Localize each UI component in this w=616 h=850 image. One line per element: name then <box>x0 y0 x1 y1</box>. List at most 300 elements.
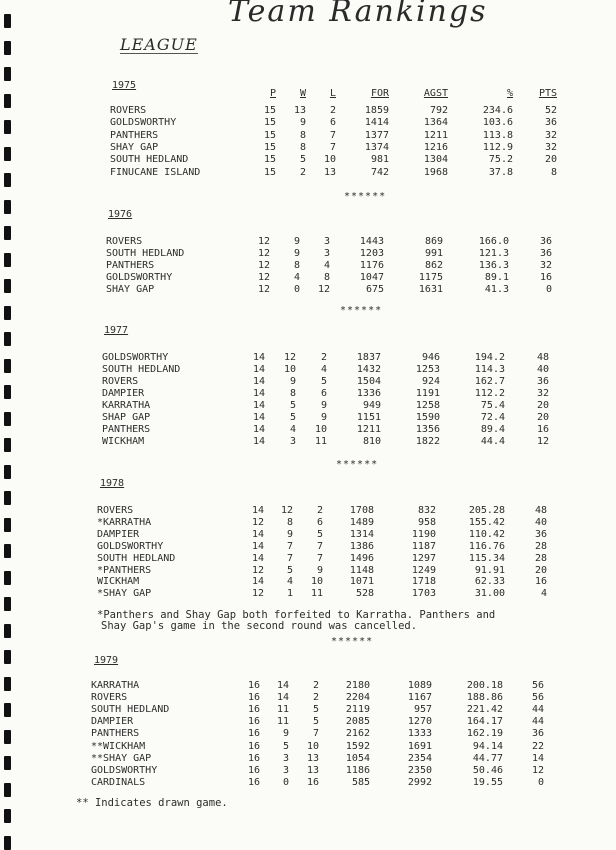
cell-l: 7 <box>329 130 336 141</box>
team-name: SOUTH HEDLAND <box>110 154 189 165</box>
cell-pct: 164.17 <box>466 716 503 727</box>
cell-p: 12 <box>251 565 264 576</box>
cell-pct: 110.42 <box>468 529 505 540</box>
cell-p: 16 <box>247 728 260 739</box>
cell-pts: 36 <box>536 376 549 387</box>
cell-for: 1336 <box>356 388 381 399</box>
cell-pts: 28 <box>534 541 547 552</box>
section-separator: ****** <box>331 636 374 647</box>
cell-p: 14 <box>252 376 265 387</box>
cell-pct: 166.0 <box>478 236 509 247</box>
team-name: WICKHAM <box>97 576 140 587</box>
cell-for: 1374 <box>364 142 389 153</box>
footnote: ** Indicates drawn game. <box>76 797 228 809</box>
cell-w: 14 <box>276 692 289 703</box>
cell-agst: 1191 <box>415 388 440 399</box>
column-header-w: W <box>299 88 306 99</box>
cell-agst: 2992 <box>407 777 432 788</box>
cell-for: 1071 <box>349 576 374 587</box>
cell-pts: 4 <box>540 588 547 599</box>
cell-w: 7 <box>286 541 293 552</box>
binding-hole <box>4 200 11 214</box>
cell-for: 1176 <box>359 260 384 271</box>
binding-hole <box>4 412 11 426</box>
cell-pct: 112.2 <box>474 388 505 399</box>
cell-pts: 0 <box>545 284 552 295</box>
cell-pct: 200.18 <box>466 680 503 691</box>
cell-l: 11 <box>314 436 327 447</box>
cell-p: 12 <box>251 588 264 599</box>
cell-pct: 41.3 <box>484 284 509 295</box>
cell-agst: 1258 <box>415 400 440 411</box>
cell-w: 13 <box>293 105 306 116</box>
binding-hole <box>4 120 11 134</box>
cell-pct: 162.19 <box>466 728 503 739</box>
cell-for: 1148 <box>349 565 374 576</box>
team-name: ROVERS <box>102 376 139 387</box>
cell-w: 7 <box>286 553 293 564</box>
season-year-1979: 1979 <box>94 655 119 666</box>
section-separator: ****** <box>344 191 387 202</box>
cell-p: 15 <box>263 142 276 153</box>
cell-agst: 792 <box>429 105 448 116</box>
binding-hole <box>4 756 11 770</box>
cell-p: 12 <box>257 248 270 259</box>
team-name: *SHAY GAP <box>97 588 152 599</box>
cell-w: 4 <box>286 576 293 587</box>
cell-agst: 1211 <box>423 130 448 141</box>
cell-p: 15 <box>263 130 276 141</box>
cell-l: 3 <box>323 236 330 247</box>
binding-hole <box>4 147 11 161</box>
cell-pts: 32 <box>544 142 557 153</box>
season-year-1978: 1978 <box>100 478 125 489</box>
cell-agst: 1270 <box>407 716 432 727</box>
team-name: SOUTH HEDLAND <box>106 248 185 259</box>
cell-l: 9 <box>320 400 327 411</box>
cell-w: 2 <box>299 167 306 178</box>
binding-hole <box>4 173 11 187</box>
cell-for: 1314 <box>349 529 374 540</box>
binding-hole <box>4 544 11 558</box>
cell-w: 12 <box>280 505 293 516</box>
cell-l: 11 <box>310 588 323 599</box>
cell-w: 1 <box>286 588 293 599</box>
team-name: SHAY GAP <box>110 142 159 153</box>
cell-agst: 1718 <box>411 576 436 587</box>
cell-for: 1504 <box>356 376 381 387</box>
cell-for: 810 <box>362 436 381 447</box>
cell-for: 2085 <box>345 716 370 727</box>
column-header-l: L <box>329 88 336 99</box>
cell-pct: 89.4 <box>480 424 505 435</box>
cell-pct: 103.6 <box>482 117 513 128</box>
cell-l: 3 <box>323 248 330 259</box>
cell-for: 528 <box>355 588 374 599</box>
cell-agst: 1364 <box>423 117 448 128</box>
cell-pts: 56 <box>531 680 544 691</box>
cell-w: 14 <box>276 680 289 691</box>
cell-pct: 113.8 <box>482 130 513 141</box>
cell-pts: 20 <box>534 565 547 576</box>
cell-pct: 19.55 <box>472 777 503 788</box>
cell-p: 16 <box>247 680 260 691</box>
cell-l: 12 <box>317 284 330 295</box>
cell-pts: 16 <box>536 424 549 435</box>
cell-agst: 1590 <box>415 412 440 423</box>
cell-p: 12 <box>257 272 270 283</box>
cell-agst: 958 <box>417 517 436 528</box>
cell-pts: 36 <box>531 728 544 739</box>
cell-l: 6 <box>320 388 327 399</box>
binding-hole <box>4 571 11 585</box>
cell-agst: 946 <box>421 352 440 363</box>
cell-agst: 1167 <box>407 692 432 703</box>
cell-p: 16 <box>247 692 260 703</box>
cell-pct: 136.3 <box>478 260 509 271</box>
cell-l: 13 <box>306 753 319 764</box>
binding-hole <box>4 491 11 505</box>
cell-l: 9 <box>320 412 327 423</box>
cell-agst: 2350 <box>407 765 432 776</box>
cell-p: 12 <box>251 517 264 528</box>
cell-w: 8 <box>289 388 296 399</box>
binding-hole <box>4 809 11 823</box>
cell-l: 2 <box>312 692 319 703</box>
cell-agst: 1304 <box>423 154 448 165</box>
cell-w: 9 <box>286 529 293 540</box>
cell-pts: 36 <box>539 236 552 247</box>
cell-for: 1386 <box>349 541 374 552</box>
cell-w: 5 <box>286 565 293 576</box>
cell-l: 2 <box>329 105 336 116</box>
cell-l: 6 <box>316 517 323 528</box>
cell-pct: 112.9 <box>482 142 513 153</box>
cell-pct: 50.46 <box>472 765 503 776</box>
cell-pct: 91.91 <box>474 565 505 576</box>
cell-pts: 44 <box>531 704 544 715</box>
column-header-pct: % <box>506 88 513 99</box>
season-year-1975: 1975 <box>112 80 137 91</box>
cell-w: 0 <box>293 284 300 295</box>
cell-pct: 155.42 <box>468 517 505 528</box>
cell-agst: 957 <box>413 704 432 715</box>
cell-p: 16 <box>247 741 260 752</box>
cell-l: 8 <box>323 272 330 283</box>
cell-for: 2204 <box>345 692 370 703</box>
binding-hole <box>4 730 11 744</box>
cell-pts: 20 <box>544 154 557 165</box>
cell-l: 10 <box>323 154 336 165</box>
binding-hole <box>4 94 11 108</box>
cell-l: 7 <box>312 728 319 739</box>
cell-pts: 32 <box>544 130 557 141</box>
cell-for: 2119 <box>345 704 370 715</box>
cell-pct: 121.3 <box>478 248 509 259</box>
cell-w: 5 <box>282 741 289 752</box>
cell-l: 5 <box>320 376 327 387</box>
cell-for: 1414 <box>364 117 389 128</box>
cell-l: 10 <box>306 741 319 752</box>
cell-w: 4 <box>289 424 296 435</box>
cell-p: 16 <box>247 765 260 776</box>
cell-pct: 234.6 <box>482 105 513 116</box>
cell-w: 9 <box>289 376 296 387</box>
page-subtitle: LEAGUE <box>120 35 198 54</box>
cell-p: 15 <box>263 117 276 128</box>
cell-pts: 14 <box>531 753 544 764</box>
page-title: Team Rankings <box>228 0 488 29</box>
cell-for: 949 <box>362 400 381 411</box>
team-name: ROVERS <box>106 236 143 247</box>
cell-pts: 48 <box>534 505 547 516</box>
team-name: *KARRATHA <box>97 517 152 528</box>
cell-pct: 114.3 <box>474 364 505 375</box>
cell-p: 14 <box>252 436 265 447</box>
cell-pts: 16 <box>539 272 552 283</box>
cell-for: 675 <box>365 284 384 295</box>
team-name: DAMPIER <box>91 716 134 727</box>
binding-hole <box>4 836 11 850</box>
cell-for: 981 <box>370 154 389 165</box>
cell-l: 13 <box>306 765 319 776</box>
cell-pts: 0 <box>537 777 544 788</box>
team-name: GOLDSWORTHY <box>97 541 164 552</box>
team-name: SHAP GAP <box>102 412 151 423</box>
team-name: ROVERS <box>97 505 134 516</box>
cell-pct: 75.4 <box>480 400 505 411</box>
binding-hole <box>4 41 11 55</box>
cell-w: 9 <box>293 236 300 247</box>
cell-for: 585 <box>351 777 370 788</box>
binding-hole <box>4 67 11 81</box>
cell-p: 12 <box>257 284 270 295</box>
cell-for: 1211 <box>356 424 381 435</box>
cell-pct: 188.86 <box>466 692 503 703</box>
cell-p: 14 <box>251 541 264 552</box>
team-name: SOUTH HEDLAND <box>102 364 181 375</box>
cell-pct: 75.2 <box>488 154 513 165</box>
cell-w: 0 <box>282 777 289 788</box>
cell-l: 4 <box>323 260 330 271</box>
cell-l: 10 <box>314 424 327 435</box>
team-name: FINUCANE ISLAND <box>110 167 201 178</box>
cell-l: 7 <box>316 553 323 564</box>
cell-pct: 205.28 <box>468 505 505 516</box>
team-name: PANTHERS <box>91 728 140 739</box>
cell-agst: 1822 <box>415 436 440 447</box>
cell-p: 14 <box>251 529 264 540</box>
cell-w: 8 <box>286 517 293 528</box>
binding-hole <box>4 226 11 240</box>
cell-pts: 28 <box>534 553 547 564</box>
team-name: KARRATHA <box>102 400 151 411</box>
cell-pts: 20 <box>536 400 549 411</box>
cell-pct: 115.34 <box>468 553 505 564</box>
cell-agst: 1190 <box>411 529 436 540</box>
cell-l: 7 <box>329 142 336 153</box>
cell-l: 6 <box>329 117 336 128</box>
cell-l: 2 <box>312 680 319 691</box>
cell-p: 14 <box>252 424 265 435</box>
cell-pct: 116.76 <box>468 541 505 552</box>
team-name: PANTHERS <box>110 130 159 141</box>
cell-pct: 37.8 <box>488 167 513 178</box>
cell-l: 10 <box>310 576 323 587</box>
cell-pct: 94.14 <box>472 741 503 752</box>
cell-for: 1054 <box>345 753 370 764</box>
cell-l: 2 <box>320 352 327 363</box>
cell-pts: 12 <box>531 765 544 776</box>
cell-agst: 2354 <box>407 753 432 764</box>
binding-hole <box>4 518 11 532</box>
cell-p: 16 <box>247 716 260 727</box>
cell-pct: 89.1 <box>484 272 509 283</box>
cell-agst: 1089 <box>407 680 432 691</box>
cell-for: 2180 <box>345 680 370 691</box>
team-name: SOUTH HEDLAND <box>97 553 176 564</box>
column-header-p: P <box>269 88 276 99</box>
cell-agst: 1631 <box>418 284 443 295</box>
cell-p: 14 <box>252 352 265 363</box>
cell-pts: 32 <box>536 388 549 399</box>
cell-for: 742 <box>370 167 389 178</box>
cell-p: 15 <box>263 167 276 178</box>
cell-w: 4 <box>293 272 300 283</box>
section-separator: ****** <box>340 305 383 316</box>
cell-pct: 72.4 <box>480 412 505 423</box>
cell-w: 5 <box>289 400 296 411</box>
cell-agst: 862 <box>424 260 443 271</box>
cell-w: 8 <box>299 142 306 153</box>
cell-pts: 32 <box>539 260 552 271</box>
team-name: DAMPIER <box>97 529 140 540</box>
cell-for: 2162 <box>345 728 370 739</box>
cell-agst: 1356 <box>415 424 440 435</box>
cell-l: 5 <box>312 716 319 727</box>
cell-for: 1489 <box>349 517 374 528</box>
binding-hole <box>4 465 11 479</box>
cell-agst: 1216 <box>423 142 448 153</box>
binding-hole <box>4 438 11 452</box>
cell-for: 1443 <box>359 236 384 247</box>
cell-pts: 56 <box>531 692 544 703</box>
team-name: GOLDSWORTHY <box>106 272 173 283</box>
cell-pts: 22 <box>531 741 544 752</box>
binding-hole <box>4 359 11 373</box>
cell-agst: 1297 <box>411 553 436 564</box>
footnote: *Panthers and Shay Gap both forfeited to Karratha. Panthers and <box>97 609 496 621</box>
cell-p: 14 <box>251 553 264 564</box>
binding-hole <box>4 306 11 320</box>
cell-w: 10 <box>283 364 296 375</box>
cell-pct: 44.4 <box>480 436 505 447</box>
team-name: SOUTH HEDLAND <box>91 704 170 715</box>
cell-agst: 1703 <box>411 588 436 599</box>
cell-p: 14 <box>252 364 265 375</box>
binding-hole <box>4 677 11 691</box>
cell-l: 2 <box>316 505 323 516</box>
cell-for: 1837 <box>356 352 381 363</box>
cell-l: 5 <box>316 529 323 540</box>
cell-l: 5 <box>312 704 319 715</box>
team-name: WICKHAM <box>102 436 145 447</box>
footnote-continued: Shay Gap's game in the second round was cancelled. <box>101 620 418 632</box>
team-name: ROVERS <box>110 105 147 116</box>
binding-hole <box>4 597 11 611</box>
cell-agst: 1249 <box>411 565 436 576</box>
binding-hole <box>4 650 11 664</box>
cell-for: 1047 <box>359 272 384 283</box>
team-name: PANTHERS <box>102 424 151 435</box>
cell-w: 11 <box>276 716 289 727</box>
cell-l: 4 <box>320 364 327 375</box>
cell-w: 3 <box>282 753 289 764</box>
binding-hole <box>4 332 11 346</box>
cell-for: 1859 <box>364 105 389 116</box>
team-name: GOLDSWORTHY <box>110 117 177 128</box>
cell-agst: 991 <box>424 248 443 259</box>
cell-w: 3 <box>289 436 296 447</box>
cell-pts: 40 <box>534 517 547 528</box>
binding-hole <box>4 279 11 293</box>
cell-for: 1708 <box>349 505 374 516</box>
cell-p: 16 <box>247 753 260 764</box>
binding-hole <box>4 385 11 399</box>
cell-l: 13 <box>323 167 336 178</box>
binding-hole <box>4 703 11 717</box>
cell-p: 14 <box>252 412 265 423</box>
cell-agst: 1187 <box>411 541 436 552</box>
cell-pts: 16 <box>534 576 547 587</box>
cell-pts: 44 <box>531 716 544 727</box>
team-name: ROVERS <box>91 692 128 703</box>
cell-agst: 1968 <box>423 167 448 178</box>
season-year-1977: 1977 <box>104 325 129 336</box>
cell-p: 16 <box>247 704 260 715</box>
column-header-for: FOR <box>370 88 389 99</box>
cell-pts: 36 <box>544 117 557 128</box>
cell-agst: 1691 <box>407 741 432 752</box>
cell-w: 8 <box>299 130 306 141</box>
cell-p: 15 <box>263 105 276 116</box>
cell-for: 1186 <box>345 765 370 776</box>
cell-for: 1592 <box>345 741 370 752</box>
cell-w: 9 <box>282 728 289 739</box>
cell-pts: 52 <box>544 105 557 116</box>
section-separator: ****** <box>336 459 379 470</box>
cell-w: 9 <box>293 248 300 259</box>
cell-for: 1151 <box>356 412 381 423</box>
column-header-agst: AGST <box>423 88 448 99</box>
cell-p: 12 <box>257 260 270 271</box>
cell-pts: 36 <box>534 529 547 540</box>
cell-agst: 1253 <box>415 364 440 375</box>
cell-pct: 44.77 <box>472 753 503 764</box>
team-name: GOLDSWORTHY <box>91 765 158 776</box>
cell-p: 12 <box>257 236 270 247</box>
cell-pts: 36 <box>539 248 552 259</box>
cell-pct: 62.33 <box>474 576 505 587</box>
cell-w: 9 <box>299 117 306 128</box>
cell-pct: 194.2 <box>474 352 505 363</box>
cell-pct: 31.00 <box>474 588 505 599</box>
binding-hole <box>4 253 11 267</box>
cell-for: 1377 <box>364 130 389 141</box>
cell-pct: 162.7 <box>474 376 505 387</box>
cell-w: 5 <box>289 412 296 423</box>
cell-l: 16 <box>306 777 319 788</box>
